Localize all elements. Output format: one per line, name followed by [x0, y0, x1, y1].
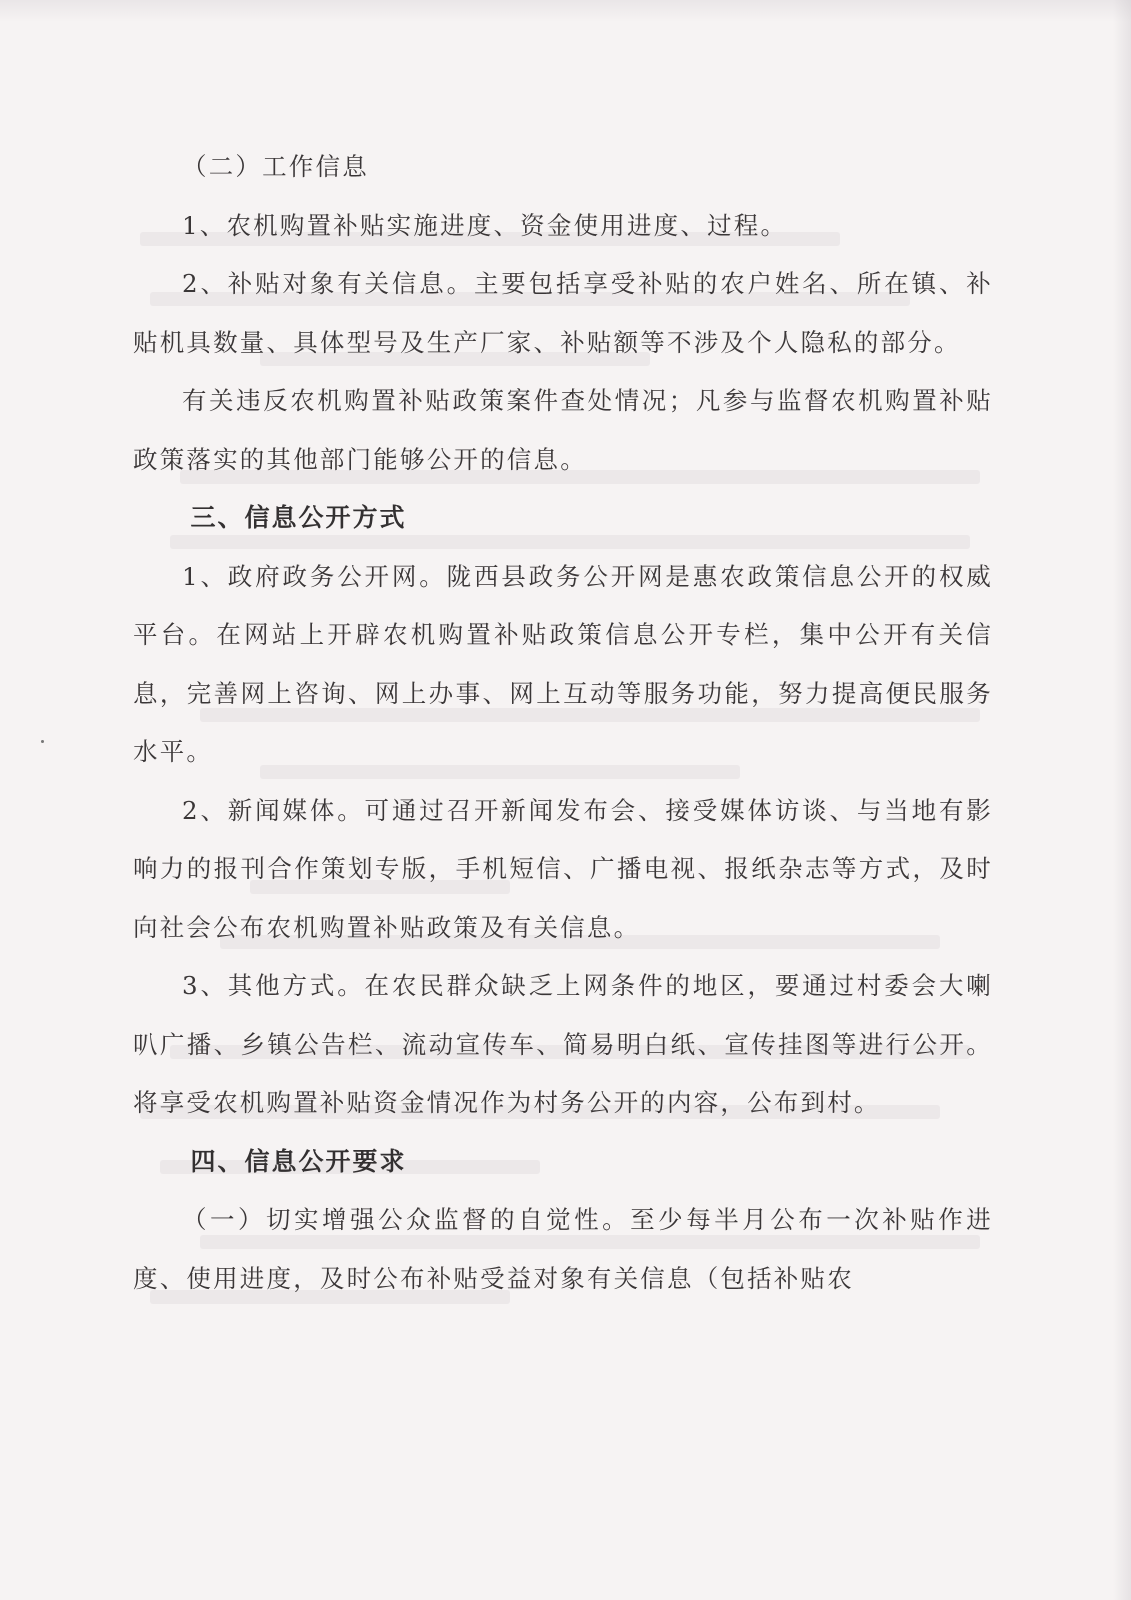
scan-right-shadow	[1113, 0, 1131, 1600]
document-body	[133, 138, 993, 1308]
paragraph-gov-website: 1、政府政务公开网。陇西县政务公开网是惠农政策信息公开的权威平台。在网站上开辟农机购置补贴政策信息公开专栏，集中公开有关信息，完善网上咨询、网上办事、网上互动等服务功能，努力提高便民服务水平。	[133, 561, 993, 766]
paragraph-other-methods: 3、其他方式。在农民群众缺乏上网条件的地区，要通过村委会大喇叭广播、乡镇公告栏、流动宣传车、简易明白纸、宣传挂图等进行公开。将享受农机购置补贴资金情况作为村务公开的内容，公布到村。	[133, 971, 993, 1117]
section-heading-4: 四、信息公开要求	[190, 1146, 407, 1176]
scan-speck	[41, 740, 44, 743]
section-heading-work-info: （二）工作信息	[182, 152, 369, 181]
paragraph-item-2: 2、补贴对象有关信息。主要包括享受补贴的农户姓名、所在镇、补贴机具数量、具体型号及生产厂家、补贴额等不涉及个人隐私的部分。	[133, 269, 993, 357]
scan-top-shadow	[0, 0, 1131, 22]
paragraph-item-1: 1、农机购置补贴实施进度、资金使用进度、过程。	[182, 210, 788, 240]
section-heading-3: 三、信息公开方式	[190, 503, 407, 532]
paragraph-news-media: 2、新闻媒体。可通过召开新闻发布会、接受媒体访谈、与当地有影响力的报刊合作策划专版，手机短信、广播电视、报纸杂志等方式，及时向社会公布农机购置补贴政策及有关信息。	[133, 795, 993, 942]
paragraph-violations: 有关违反农机购置补贴政策案件查处情况；凡参与监督农机购置补贴政策落实的其他部门能够公开的信息。	[133, 386, 993, 474]
paragraph-requirement-1: （一）切实增强公众监督的自觉性。至少每半月公布一次补贴作进度、使用进度，及时公布补贴受益对象有关信息（包括补贴农	[133, 1205, 993, 1293]
